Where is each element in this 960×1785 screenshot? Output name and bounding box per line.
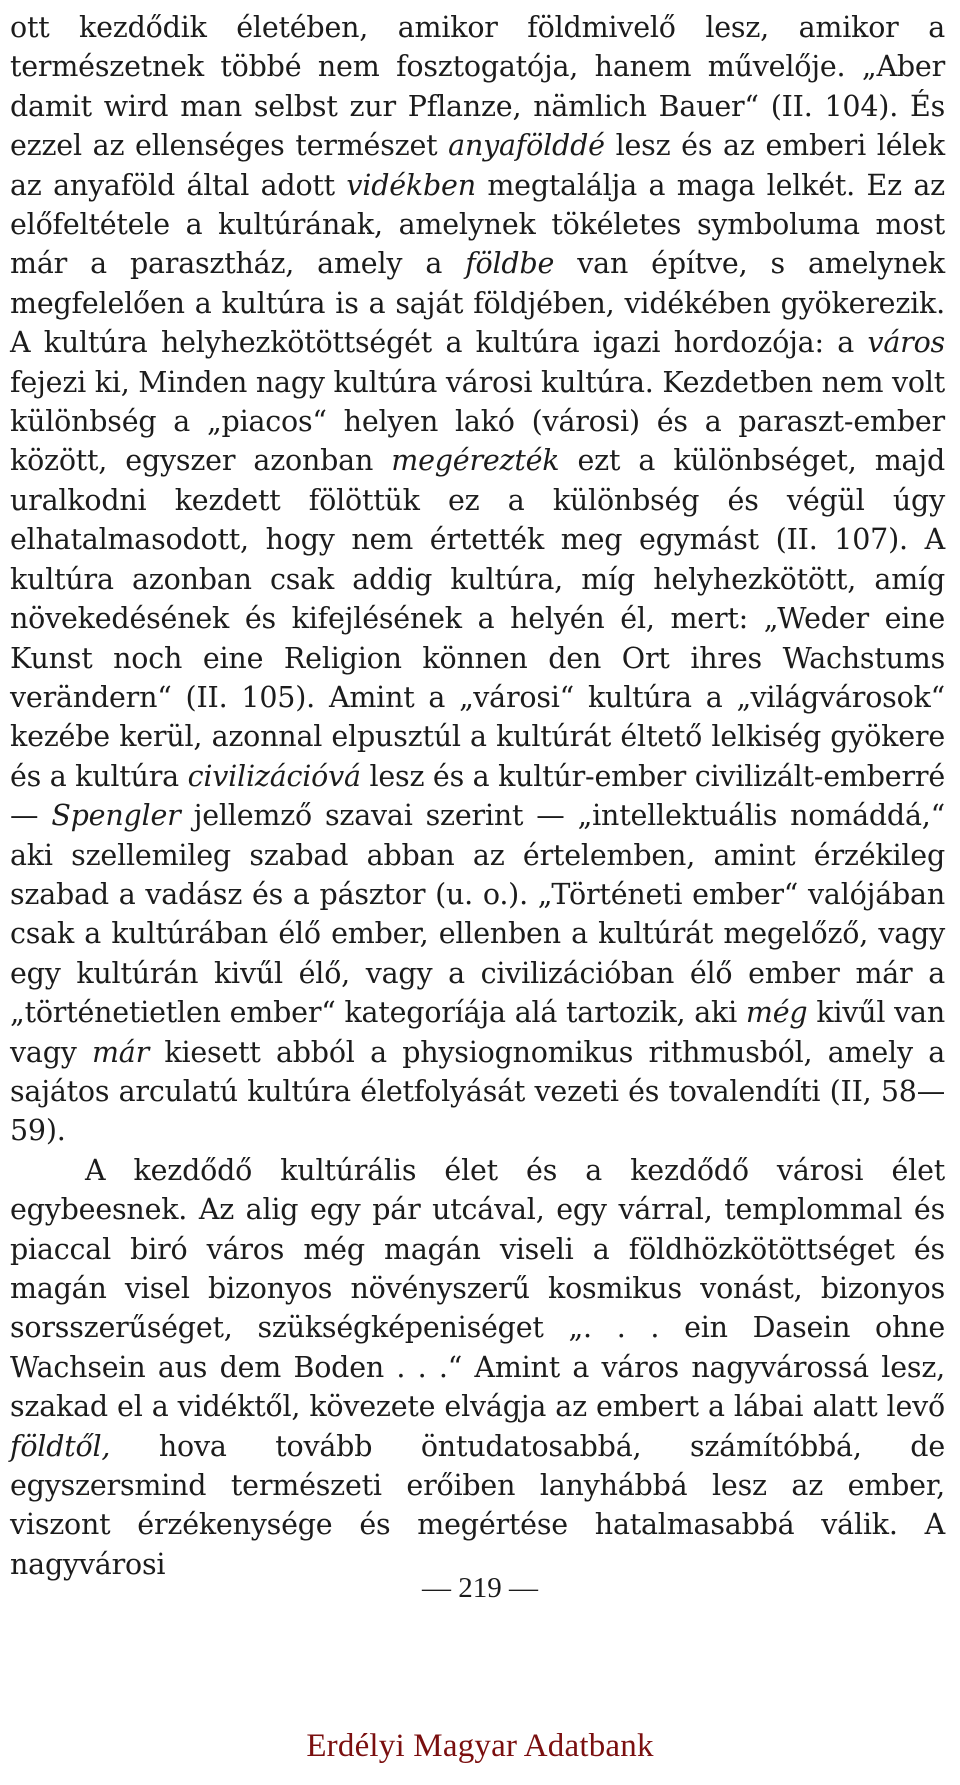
italic-text-run: anyafölddé bbox=[448, 129, 605, 163]
text-run: A kezdődő kultúrális élet és a kezdődő városi élet egybeesnek. Az alig egy pár utcával, egy várral, templommal és piaccal biró város még magán viseli a földhözkötöttséget és magán visel bizonyos növényszerű kosmikus vonást, bizonyos sorsszerűséget, szükségképeniséget „. . . ein Dasein ohne Wachsein aus dem Boden . . .“ Amint a város nagyvárossá lesz, szakad el a vidéktől, kövezete elvágja az embert a lábai alatt levő bbox=[10, 1153, 945, 1424]
text-run: megtalálja a maga lelkét. Ez az előfeltétele a kultúrának, amelynek tökéletes symboluma most már a parasztház, amely a bbox=[10, 168, 945, 281]
italic-text-run: vidékben bbox=[346, 168, 476, 202]
text-run: ott kezdődik életében, amikor földmivelő lesz, amikor a természetnek többé nem fosztogatója, hanem művelője. „Aber damit wird man selbst zur Pflanze, nämlich Bauer“ (II. 104). És ezzel az ellenséges természet bbox=[10, 11, 945, 163]
text-run: kivűl van vagy bbox=[10, 996, 945, 1069]
text-run: lesz és az emberi lélek az anyaföld által adott bbox=[10, 129, 946, 202]
text-run: ezt a különbséget, majd uralkodni kezdett fölöttük ez a különbség és végül úgy elhatalmasodott, hogy nem értették meg egymást (II. 107). A kultúra azonban csak addig kultúra, míg helyhezkötött, amíg növekedésének és kifejlésének a helyén él, mert: „Weder eine Kunst noch eine Religion können den Ort ihres Wachstums verändern“ (II. 105). Amint a „városi“ kultúra a „világvárosok“ kezébe kerül, azonnal elpusztúl a kultúrát éltető lelkiség gyökere és a kultúra bbox=[10, 444, 945, 793]
italic-text-run: még bbox=[745, 996, 808, 1030]
italic-text-run: földbe bbox=[465, 247, 555, 281]
text-run: van építve, s amelynek megfelelően a kultúra is a saját földjében, vidékében gyökerezik. A kultúra helyhezkötöttségét a kultúra igazi hordozója: a bbox=[10, 247, 945, 360]
italic-text-run: város bbox=[867, 326, 945, 360]
italic-text-run: földtől, bbox=[10, 1429, 111, 1463]
italic-text-run: civilizációvá bbox=[187, 759, 361, 793]
body-text bbox=[10, 8, 945, 1584]
text-run: lesz és a kultúr-ember civilizált-emberré — bbox=[10, 759, 945, 833]
text-run: kiesett abból a physiognomikus rithmusból, amely a sajátos arculatú kultúra életfolyását vezeti és tovalendíti (II, 58—59). bbox=[10, 1035, 945, 1148]
text-run: fejezi ki, Minden nagy kultúra városi kultúra. Kezdetben nem volt különbség a „piacos“ helyen lakó (városi) és a paraszt-ember között, egyszer azonban bbox=[10, 365, 945, 478]
italic-text-run: Spengler bbox=[51, 799, 181, 833]
footer-credit: Erdélyi Magyar Adatbank bbox=[306, 1728, 654, 1764]
paragraph-1 bbox=[10, 8, 945, 1151]
paragraph-2 bbox=[10, 1151, 945, 1584]
page-number: — 219 — bbox=[422, 1572, 538, 1604]
text-run: hova tovább öntudatosabbá, számítóbbá, de egyszersmind természeti erőiben lanyhábbá lesz az ember, viszont érzékenysége és megértése hatalmasabbá válik. A nagyvárosi bbox=[10, 1429, 945, 1581]
text-run: jellemző szavai szerint — „intellektuális nomáddá,“ aki szellemileg szabad abban az értelemben, amint érzékileg szabad a vadász és a pásztor (u. o.). „Történeti ember“ valójában csak a kultúrában élő ember, ellenben a kultúrát megelőző, vagy egy kultúrán kivűl élő, vagy a civilizációban élő ember már a „történetietlen ember“ kategoríája alá tartozik, aki bbox=[10, 799, 945, 1030]
italic-text-run: megérezték bbox=[391, 444, 560, 478]
italic-text-run: már bbox=[91, 1035, 150, 1069]
